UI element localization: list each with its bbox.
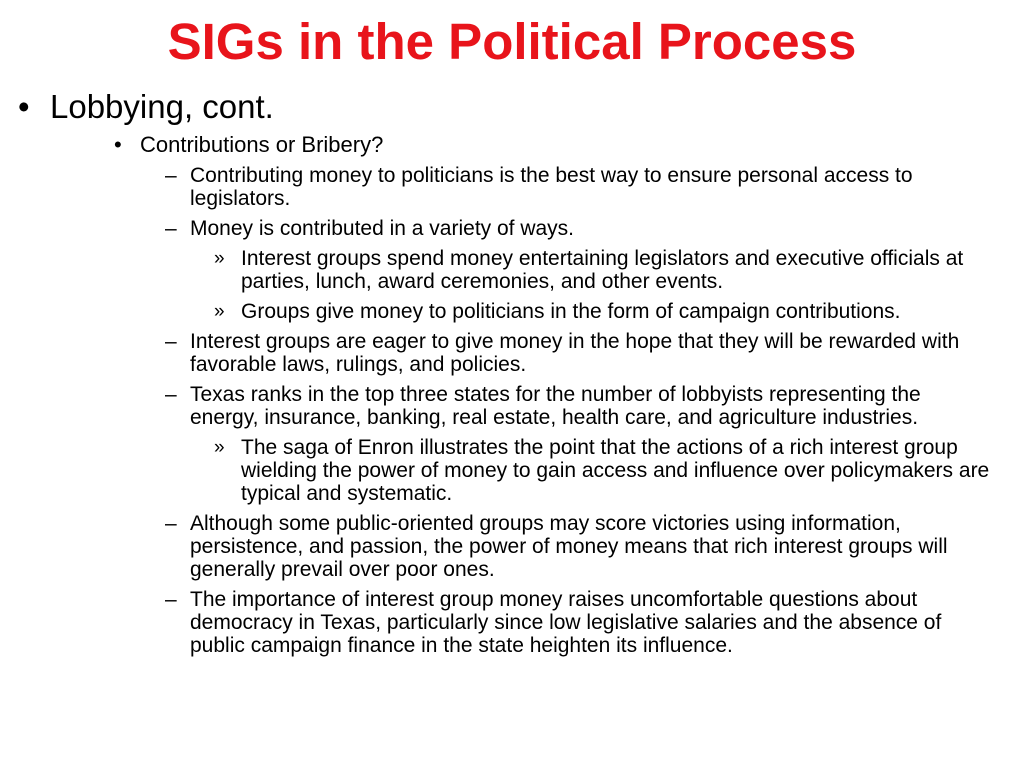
- dash-marker: –: [165, 330, 177, 353]
- slide-title: SIGs in the Political Process: [167, 13, 857, 70]
- dash-marker: –: [165, 164, 177, 187]
- dash-item-democracy: [0, 588, 1024, 657]
- dash-marker: –: [165, 217, 177, 240]
- sub-item-campaign: [0, 300, 1024, 323]
- dash-marker: –: [165, 512, 177, 535]
- bullet-lobbying: [0, 88, 1024, 126]
- dash-item-text: Texas ranks in the top three states for the number of lobbyists representing the energy, insurance, banking, real estate, health care, and agriculture industries.: [190, 383, 921, 429]
- sub-item-enron: [0, 436, 1024, 505]
- dash-item-eager: [0, 330, 1024, 376]
- bullet-marker: •: [18, 88, 30, 125]
- sub-item-text: Groups give money to politicians in the form of campaign contributions.: [241, 300, 901, 323]
- bullet-text: Contributions or Bribery?: [140, 132, 384, 157]
- dash-marker: –: [165, 383, 177, 406]
- slide-body: [0, 88, 1024, 664]
- sub-item-text: Interest groups spend money entertaining legislators and executive officials at parties, lunch, award ceremonies, and other events.: [241, 247, 964, 293]
- chevron-marker: »: [214, 301, 225, 322]
- sub-item-text: The saga of Enron illustrates the point that the actions of a rich interest group wielding the power of money to gain access and influence over policymakers are typical and systematic.: [241, 436, 990, 505]
- bullet-text: Lobbying, cont.: [50, 88, 274, 125]
- dash-item-text: The importance of interest group money raises uncomfortable questions about democracy in Texas, particularly since low legislative salaries and the absence of public campaign finance in the state heighten its influence.: [190, 588, 942, 657]
- bullet-marker: •: [114, 132, 122, 157]
- dash-item-variety: [0, 217, 1024, 240]
- dash-item-text: Interest groups are eager to give money in the hope that they will be rewarded with favorable laws, rulings, and policies.: [190, 330, 960, 376]
- chevron-marker: »: [214, 248, 225, 269]
- chevron-marker: »: [214, 437, 225, 458]
- dash-item-access: [0, 164, 1024, 210]
- dash-item-text: Money is contributed in a variety of ways.: [190, 217, 575, 240]
- dash-item-texas-ranks: [0, 383, 1024, 429]
- dash-marker: –: [165, 588, 177, 611]
- dash-item-public-groups: [0, 512, 1024, 581]
- dash-item-text: Although some public-oriented groups may score victories using information, persistence, and passion, the power of money means that rich interest groups will generally prevail over poor ones.: [190, 512, 948, 581]
- sub-item-entertaining: [0, 247, 1024, 293]
- bullet-contributions: [0, 132, 1024, 158]
- dash-item-text: Contributing money to politicians is the best way to ensure personal access to legislators.: [190, 164, 913, 210]
